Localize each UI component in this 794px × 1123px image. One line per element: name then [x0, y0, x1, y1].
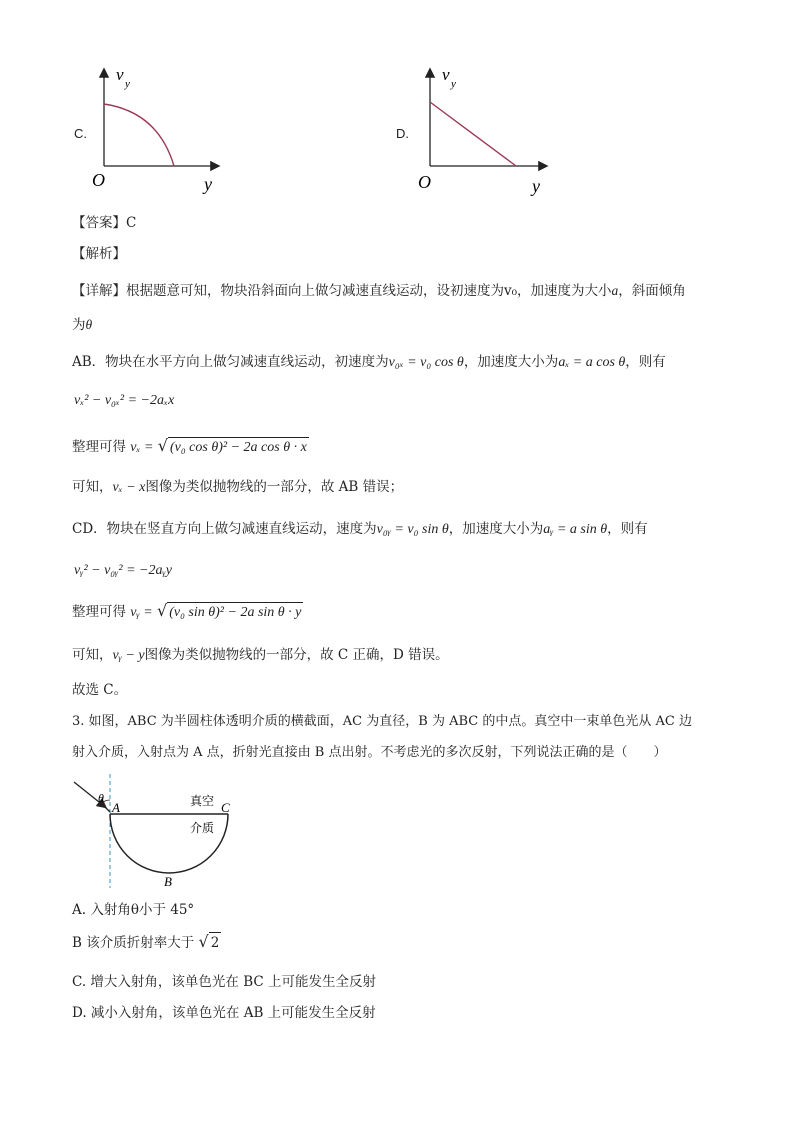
option-d-label: D.: [396, 126, 409, 141]
option-a: A. 入射角θ小于 45°: [72, 902, 195, 918]
option-d: D. 减小入射角，该单色光在 AB 上可能发生全反射: [72, 1005, 376, 1021]
graph-d-line: [430, 102, 516, 166]
medium-label: 介质: [190, 821, 215, 835]
theta-label: θ: [98, 791, 104, 805]
graph-d-vy: v: [442, 65, 450, 84]
graph-c-x-label: y: [204, 174, 212, 194]
ab-simplify: 整理可得 vₓ = √ (v₀ cos θ)² − 2a cos θ · x: [72, 436, 309, 458]
question-3-line-1: 3. 如图，ABC 为半圆柱体透明介质的横截面，AC 为直径，B 为 ABC 的中点。真空中一束单色光从 AC 边: [72, 714, 692, 729]
cd-line-1: CD．物块在竖直方向上做匀减速直线运动，速度为v₀ᵧ = v₀ sin θ，加速度大小为aᵧ = a sin θ，则有: [72, 521, 648, 537]
graph-c-origin: O: [92, 170, 105, 190]
ab-conclusion: 可知，vₓ − x图像为类似抛物线的一部分，故 AB 错误；: [72, 479, 404, 495]
svg-text:y: y: [451, 78, 456, 90]
cd-simplify: 整理可得 vᵧ = √ (v₀ sin θ)² − 2a sin θ · y: [72, 601, 303, 623]
question-3-line-2: 射入介质，入射点为 A 点，折射光直接由 B 点出射。不考虑光的多次反射，下列说法正确的是（ ）: [72, 745, 667, 760]
answer-line: 【答案】C: [72, 215, 137, 231]
ab-equation: vₓ² − v₀ₓ² = −2aₓx: [74, 393, 175, 408]
ab-line-1: AB．物块在水平方向上做匀减速直线运动，初速度为v₀ₓ = v₀ cos θ，加速度大小为aₓ = a cos θ，则有: [72, 354, 666, 370]
option-c-label: C.: [74, 126, 87, 141]
point-c-label: C: [221, 800, 230, 815]
graph-c-curve: [104, 104, 174, 166]
cd-equation: vᵧ² − v₀ᵧ² = −2aᵧy: [74, 563, 172, 578]
graph-d-x-label: y: [532, 176, 540, 196]
svg-text:y: y: [125, 78, 130, 90]
graph-c: [88, 62, 228, 202]
vacuum-label: 真空: [190, 794, 215, 808]
detail-line-2: 为θ: [72, 317, 93, 333]
graph-c-vy: v: [116, 65, 124, 84]
semicircle-figure: [66, 772, 246, 892]
detail-line-1: 【详解】根据题意可知，物块沿斜面向上做匀减速直线运动，设初速度为v₀，加速度为大小a，斜面倾角: [72, 283, 686, 299]
point-a-label: A: [112, 800, 120, 815]
cd-conclusion: 可知，vᵧ − y图像为类似抛物线的一部分，故 C 正确，D 错误。: [72, 647, 449, 663]
option-b: B 该介质折射率大于 √ 2: [72, 932, 220, 951]
analysis-heading: 【解析】: [72, 246, 126, 262]
option-c: C. 增大入射角，该单色光在 BC 上可能发生全反射: [72, 974, 377, 990]
graph-d-origin: O: [418, 172, 431, 192]
point-b-label: B: [164, 874, 172, 889]
choose-answer: 故选 C。: [72, 682, 128, 698]
graph-d: [414, 62, 554, 202]
